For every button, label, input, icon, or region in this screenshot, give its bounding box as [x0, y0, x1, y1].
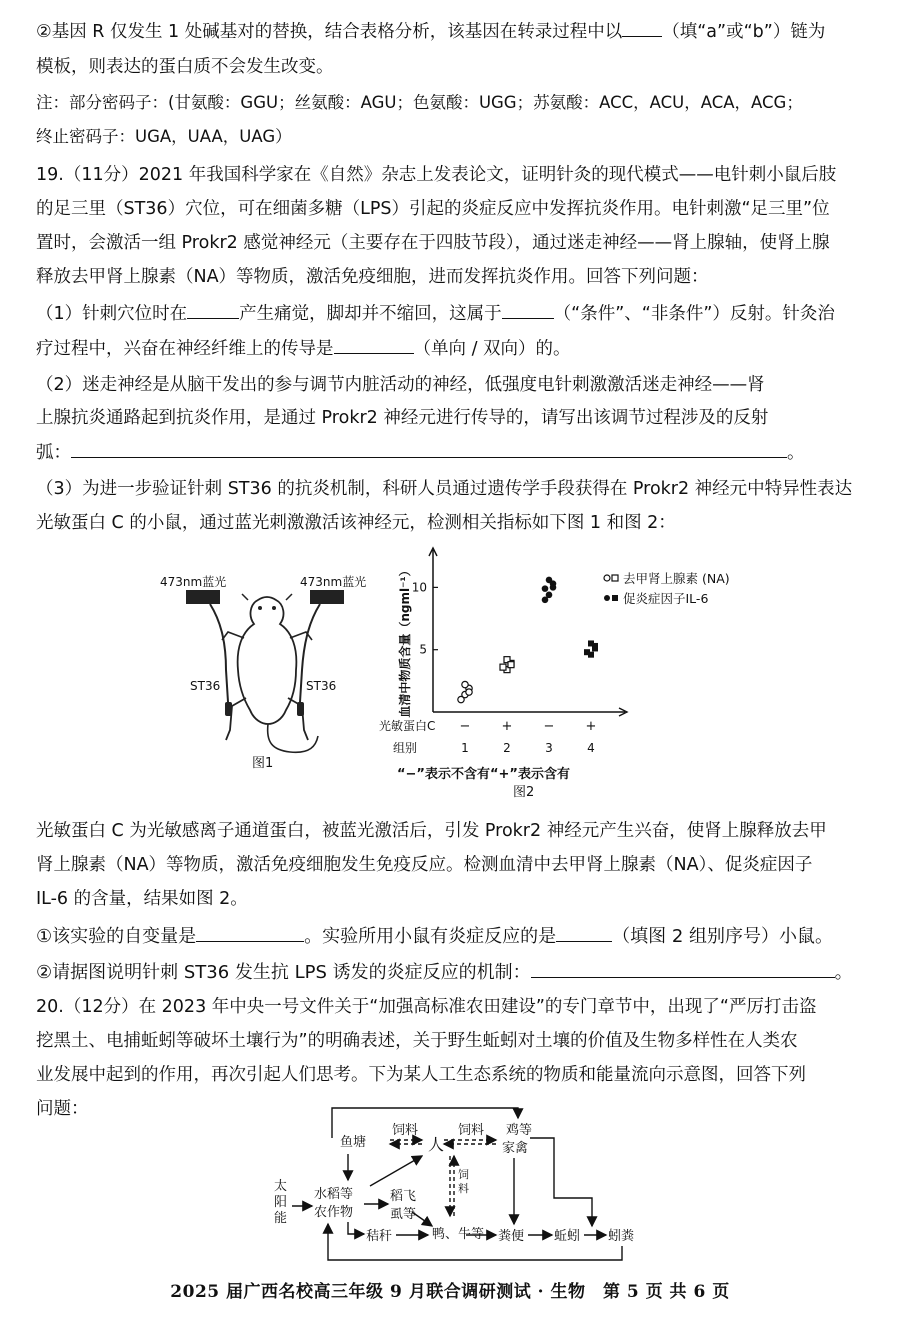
- data-point-il6: [542, 597, 549, 604]
- answer-blank[interactable]: [196, 925, 304, 942]
- data-point-il6: [550, 584, 557, 591]
- q19-intro: 的足三里（ST36）穴位，可在细菌多糖（LPS）引起的炎症反应中发挥抗炎作用。电针刺激“足三里”位: [36, 199, 830, 219]
- node-pests-1: 稻飞: [390, 1189, 417, 1204]
- q18-note: 注：部分密码子：(甘氨酸：GGU；丝氨酸：AGU；色氨酸：UGG；苏氨酸：ACC，ACU，ACA，ACG；: [36, 93, 803, 112]
- node-human: 人: [428, 1135, 445, 1154]
- q19-explain: 肾上腺素（NA）等物质，激活免疫细胞发生免疫反应。检测血清中去甲肾上腺素（NA）、促炎症因子: [36, 855, 813, 875]
- data-point-na: [458, 696, 464, 702]
- label-feed-3-b: 料: [458, 1182, 469, 1195]
- q19-part2-cont: 上腺抗炎通路起到抗炎作用，是通过 Prokr2 神经元进行传导的，请写出该调节过程涉及的反射: [36, 408, 769, 428]
- q19-part3: （3）为进一步验证针刺 ST36 的抗炎机制，科研人员通过遗传学手段获得在 Prokr2 神经元中特异性表达: [36, 479, 853, 499]
- laser-right-label: 473nm蓝光: [300, 575, 367, 589]
- x-tick-label: 2: [503, 741, 511, 755]
- q19-explain: 光敏蛋白 C 为光敏感离子通道蛋白，被蓝光激活后，引发 Prokr2 神经元产生兴奋，使肾上腺释放去甲: [36, 821, 827, 841]
- row-label-group: 组别: [393, 741, 418, 755]
- laser-left: [186, 590, 220, 604]
- q19-part1: （1）针刺穴位时在 产生痛觉，脚却并不缩回，这属于 （“条件”、“非条件”）反射。针灸治: [36, 304, 835, 324]
- legend-marker-na: [604, 575, 610, 581]
- label-feed-3-a: 饲: [458, 1168, 469, 1181]
- data-point-na: [508, 662, 514, 668]
- protein-sign: −: [459, 719, 471, 734]
- x-tick-label: 1: [461, 741, 469, 755]
- data-point-il6: [542, 585, 549, 592]
- laser-left-label: 473nm蓝光: [160, 575, 227, 589]
- legend-label-na: 去甲肾上腺素 (NA): [623, 571, 730, 586]
- q20-intro: 问题：: [36, 1099, 89, 1119]
- protein-sign: −: [543, 719, 555, 734]
- label-feed-1: 饲料: [392, 1123, 419, 1138]
- figure-1-caption: 图1: [252, 756, 274, 771]
- electrode-left: [225, 702, 232, 716]
- legend-marker-na: [612, 575, 618, 581]
- data-point-na: [462, 681, 468, 687]
- q20-intro: 业发展中起到的作用，再次引起人们思考。下为某人工生态系统的物质和能量流向示意图，回答下列: [36, 1065, 806, 1085]
- answer-blank[interactable]: [187, 302, 239, 319]
- data-point-il6: [588, 652, 594, 658]
- node-duck: 鸭、牛等: [432, 1227, 485, 1242]
- q18-part2: ②基因 R 仅发生 1 处碱基对的替换，结合表格分析，该基因在转录过程中以 （填“a”或“b”）链为: [36, 22, 826, 42]
- node-wormcast: 蚓粪: [608, 1229, 635, 1244]
- data-point-na: [466, 689, 472, 695]
- q19-intro: 置时，会激活一组 Prokr2 感觉神经元（主要存在于四肢节段），通过迷走神经——肾上腺轴，使肾上腺: [36, 233, 830, 253]
- q19-explain: IL-6 的含量，结果如图 2。: [36, 889, 248, 909]
- data-point-il6: [592, 643, 598, 649]
- st36-left-label: ST36: [190, 679, 221, 693]
- legend-marker-il6: [612, 595, 618, 601]
- page-footer: 2025 届广西名校高三年级 9 月联合调研测试 · 生物 第 5 页 共 6 页: [170, 1282, 730, 1302]
- laser-right: [310, 590, 344, 604]
- data-point-na: [500, 664, 506, 670]
- node-crops-1: 水稻等: [314, 1187, 354, 1202]
- q20-intro: 20.（12分）在 2023 年中央一号文件关于“加强高标准农田建设”的专门章节中，出现了“严厉打击盗: [36, 997, 817, 1017]
- q19-intro: 19.（11分）2021 年我国科学家在《自然》杂志上发表论文，证明针灸的现代模式——电针刺小鼠后肢: [36, 165, 837, 185]
- chart-note: “−”表示不含有“+”表示含有: [397, 767, 570, 782]
- y-tick-label: 10: [411, 580, 427, 595]
- node-pond: 鱼塘: [340, 1135, 367, 1150]
- node-crops-2: 农作物: [314, 1205, 354, 1220]
- y-tick-label: 5: [419, 642, 427, 657]
- q19-part2: （2）迷走神经是从脑干发出的参与调节内脏活动的神经，低强度电针刺激激活迷走神经——肾: [36, 375, 765, 395]
- protein-sign: +: [585, 719, 597, 734]
- answer-blank[interactable]: [556, 925, 612, 942]
- node-worm: 蚯蚓: [554, 1229, 581, 1244]
- node-poultry-2: 家禽: [502, 1141, 529, 1156]
- protein-sign: +: [501, 719, 513, 734]
- st36-right-label: ST36: [306, 679, 337, 693]
- q19-part2-answer: 弧： 。: [36, 443, 805, 463]
- node-sun-1: 太: [274, 1179, 288, 1194]
- q19-part3-cont: 光敏蛋白 C 的小鼠，通过蓝光刺激激活该神经元，检测相关指标如下图 1 和图 2：: [36, 513, 676, 533]
- q19-intro: 释放去甲肾上腺素（NA）等物质，激活免疫细胞，进而发挥抗炎作用。回答下列问题：: [36, 267, 709, 287]
- q19-sub1: ①该实验的自变量是 。实验所用小鼠有炎症反应的是 （填图 2 组别序号）小鼠。: [36, 926, 834, 947]
- figure-2-chart: [375, 540, 785, 802]
- y-axis-label: 血清中物质含量（ngml⁻¹）: [398, 564, 412, 718]
- x-tick-label: 3: [545, 741, 553, 755]
- q18-part2-cont: 模板，则表达的蛋白质不会发生改变。: [36, 57, 334, 77]
- x-tick-label: 4: [587, 741, 595, 755]
- answer-blank[interactable]: [71, 441, 787, 458]
- legend-label-il6: 促炎症因子IL-6: [623, 591, 709, 606]
- node-feces: 粪便: [498, 1229, 525, 1244]
- legend-marker-il6: [604, 595, 610, 601]
- node-sun-3: 能: [274, 1211, 288, 1226]
- node-sun-2: 阳: [274, 1195, 288, 1210]
- figure-1: [150, 560, 380, 785]
- q20-intro: 挖黑土、电捕蚯蚓等破坏土壤行为”的明确表述，关于野生蚯蚓对土壤的价值及生物多样性在人类农: [36, 1031, 798, 1051]
- node-straw: 秸秆: [366, 1229, 393, 1244]
- node-poultry-1: 鸡等: [506, 1123, 533, 1138]
- answer-blank[interactable]: [531, 961, 835, 978]
- answer-blank[interactable]: [334, 337, 414, 354]
- q19-part1-cont: 疗过程中，兴奋在神经纤维上的传导是 （单向 / 双向）的。: [36, 339, 571, 359]
- row-label-protein: 光敏蛋白C: [379, 719, 436, 733]
- figure-2-caption: 图2: [513, 785, 535, 800]
- answer-blank[interactable]: [502, 302, 554, 319]
- q18-note-cont: 终止密码子：UGA，UAA，UAG）: [36, 127, 292, 146]
- mouse-body: [238, 597, 297, 724]
- label-feed-2: 饲料: [458, 1123, 485, 1138]
- ecosystem-diagram: [262, 1098, 652, 1270]
- electrode-right: [297, 702, 304, 716]
- q19-sub2: ②请据图说明针刺 ST36 发生抗 LPS 诱发的炎症反应的机制： 。: [36, 962, 853, 983]
- node-pests-2: 虱等: [390, 1207, 417, 1222]
- answer-blank[interactable]: [622, 20, 662, 37]
